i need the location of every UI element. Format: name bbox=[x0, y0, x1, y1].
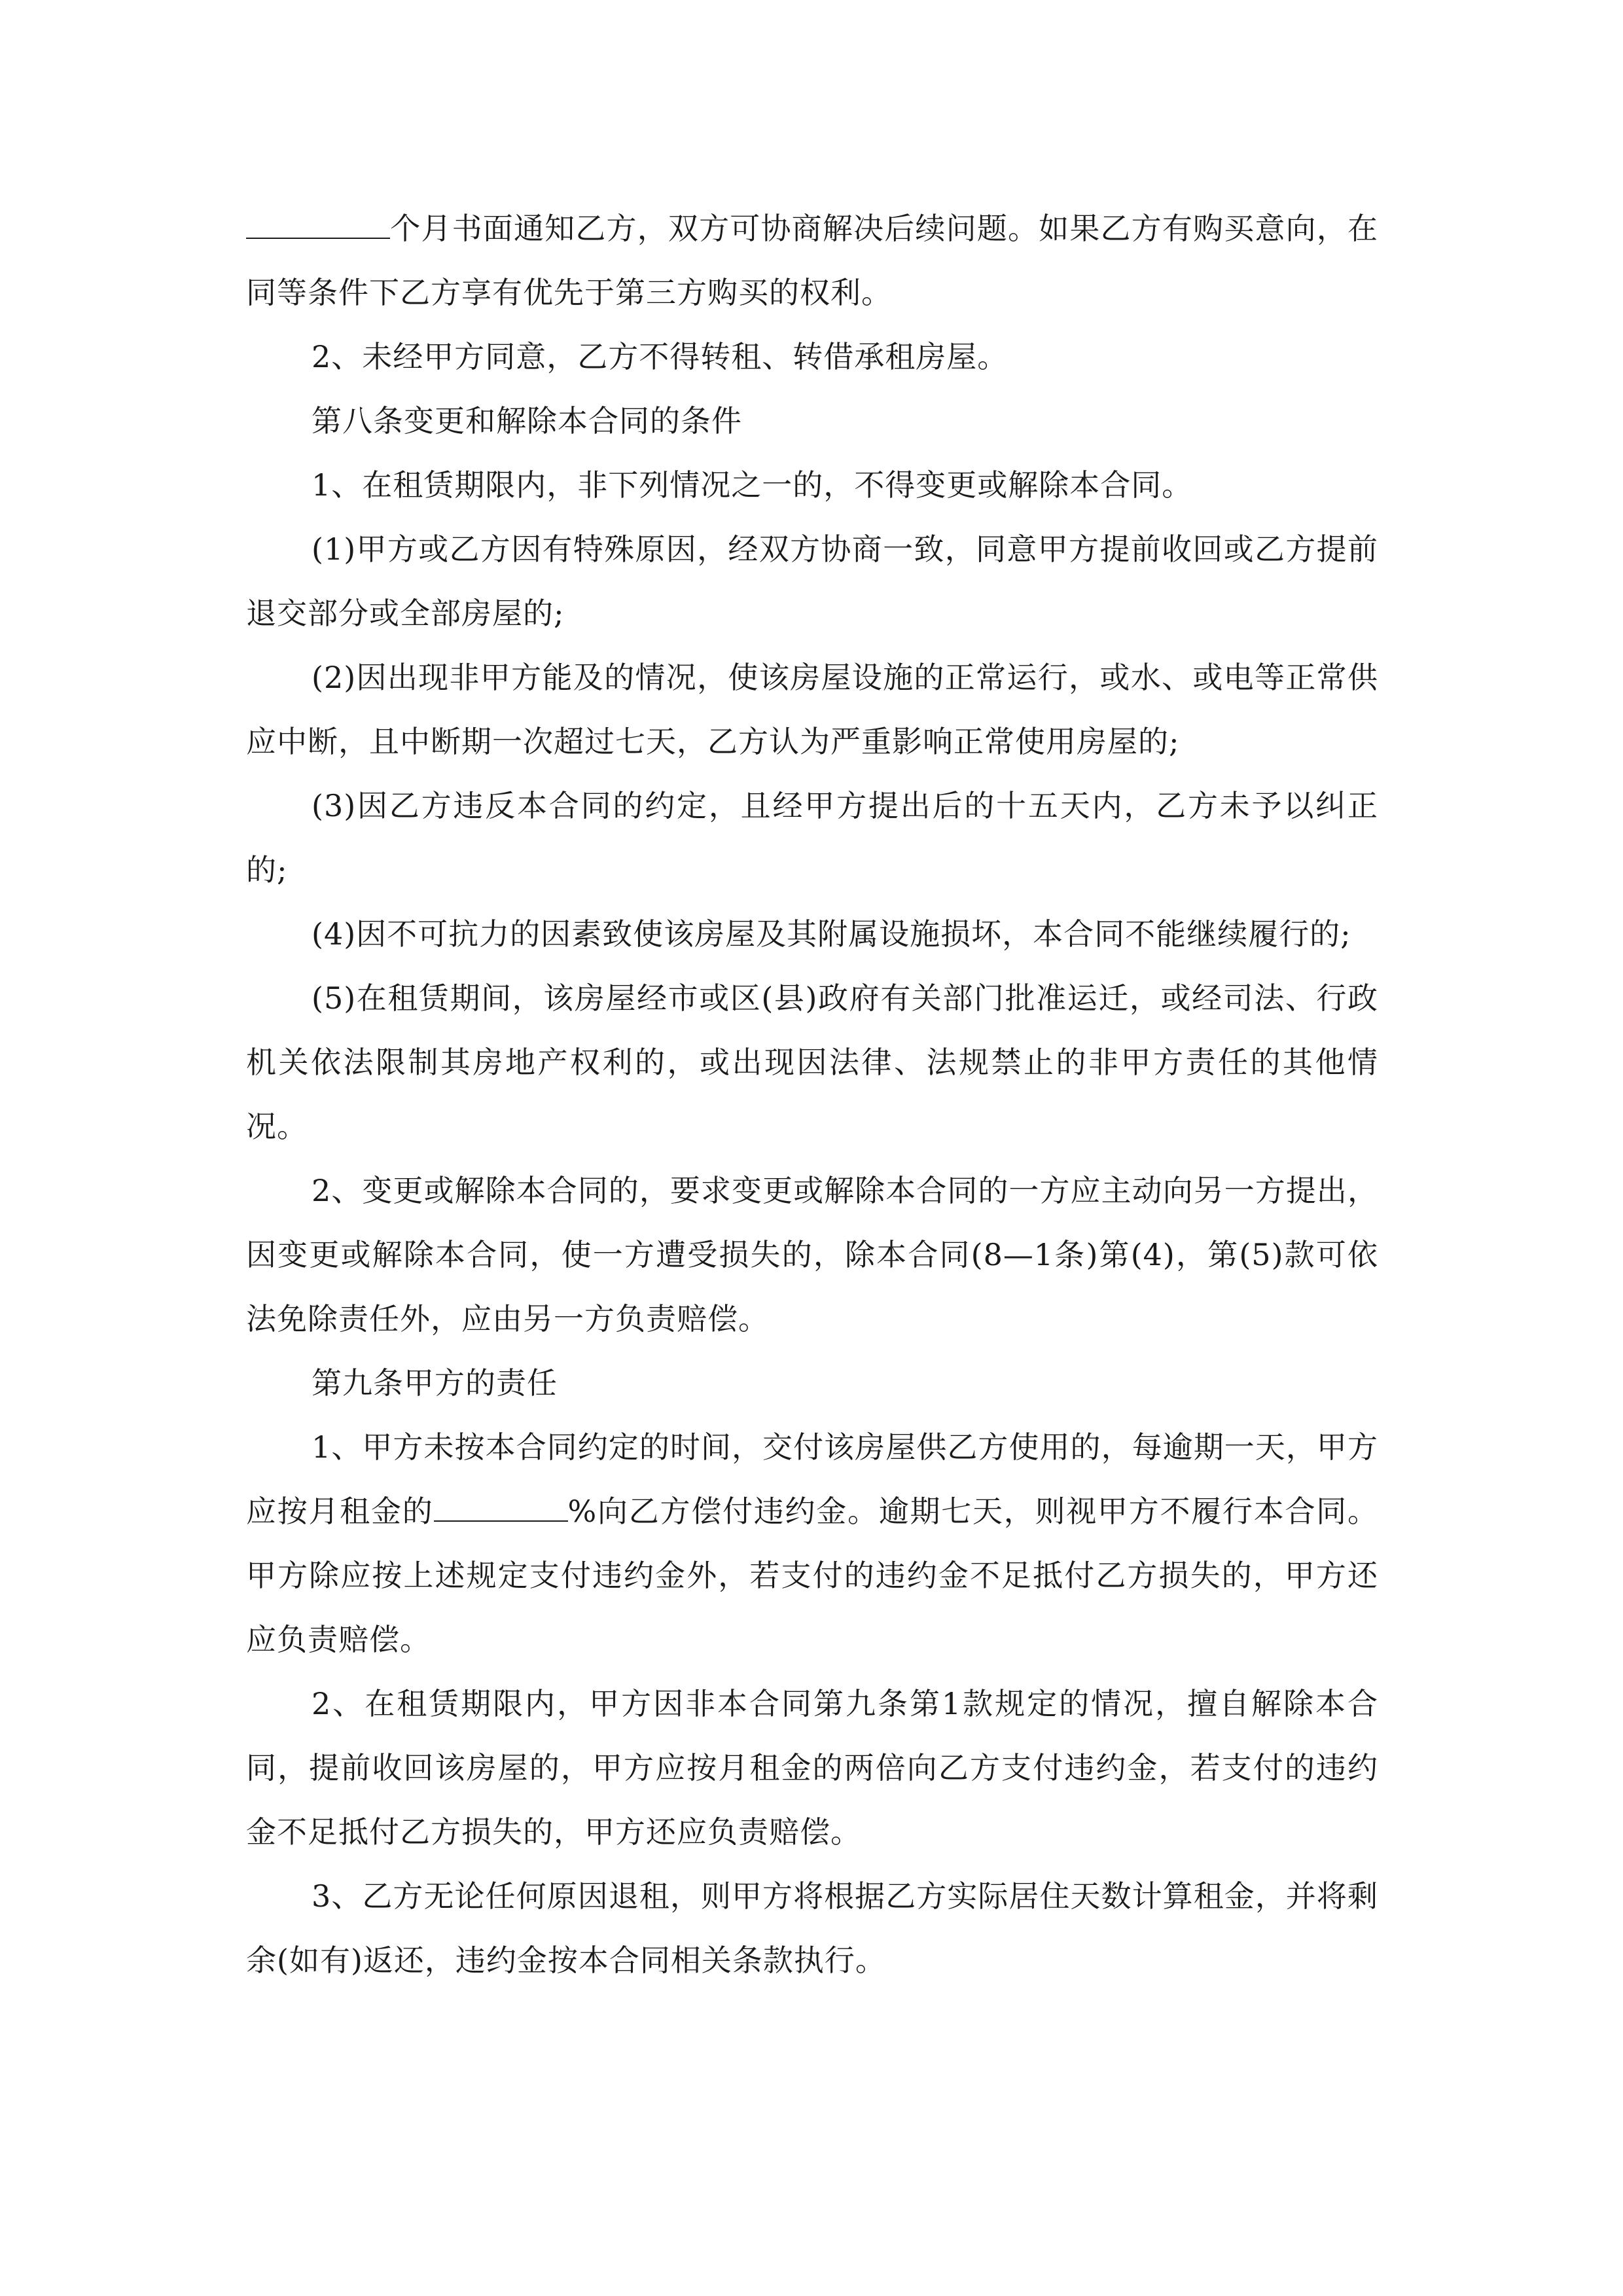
article-9-clause-2: 2、在租赁期限内，甲方因非本合同第九条第1款规定的情况，擅自解除本合同，提前收回该房屋的，甲方应按月租金的两倍向乙方支付违约金，若支付的违约金不足抵付乙方损失的，甲方还应负责赔偿。 bbox=[246, 1686, 1378, 1850]
article-9-clause-1-text-a: 1、甲方未按本合同约定的时间，交付该房屋供乙方使用的，每逾期一天，甲方应按月租金的 bbox=[246, 1429, 1378, 1529]
article-8-title: 第八条变更和解除本合同的条件 bbox=[312, 403, 742, 439]
article-9-clause-1 bbox=[246, 1415, 1378, 1672]
paragraph-notice-purchase-right bbox=[246, 196, 1378, 325]
article-8-clause-2: 2、变更或解除本合同的，要求变更或解除本合同的一方应主动向另一方提出，因变更或解除本合同，使一方遭受损失的，除本合同(8—1条)第(4)，第(5)款可依法免除责任外，应由另一方负责赔偿。 bbox=[246, 1173, 1378, 1336]
blank-field-percent bbox=[434, 1494, 568, 1522]
article-9-clause-1-text-b: %向乙方偿付违约金。逾期七天，则视甲方不履行本合同。甲方除应按上述规定支付违约金外，若支付的违约金不足抵付乙方损失的，甲方还应负责赔偿。 bbox=[246, 1494, 1378, 1657]
blank-field-months bbox=[246, 211, 390, 239]
paragraph-notice-purchase-right-text: 个月书面通知乙方，双方可协商解决后续问题。如果乙方有购买意向，在同等条件下乙方享有优先于第三方购买的权利。 bbox=[246, 211, 1378, 310]
article-9-clause-3: 3、乙方无论任何原因退租，则甲方将根据乙方实际居住天数计算租金，并将剩余(如有)返还，违约金按本合同相关条款执行。 bbox=[246, 1878, 1378, 1978]
article-8-clause-1-item-2: (2)因出现非甲方能及的情况，使该房屋设施的正常运行，或水、或电等正常供应中断，且中断期一次超过七天，乙方认为严重影响正常使用房屋的; bbox=[246, 660, 1378, 759]
article-8-clause-1-item-1: (1)甲方或乙方因有特殊原因，经双方协商一致，同意甲方提前收回或乙方提前退交部分或全部房屋的; bbox=[246, 531, 1378, 631]
document-page bbox=[246, 196, 1378, 1992]
article-9-title: 第九条甲方的责任 bbox=[312, 1365, 558, 1401]
article-8-clause-1: 1、在租赁期限内，非下列情况之一的，不得变更或解除本合同。 bbox=[312, 467, 1193, 503]
article-8-clause-1-item-4: (4)因不可抗力的因素致使该房屋及其附属设施损坏，本合同不能继续履行的; bbox=[312, 916, 1351, 952]
paragraph-no-sublet: 2、未经甲方同意，乙方不得转租、转借承租房屋。 bbox=[312, 339, 1008, 374]
article-8-clause-1-item-3: (3)因乙方违反本合同的约定，且经甲方提出后的十五天内，乙方未予以纠正的; bbox=[246, 788, 1378, 888]
article-8-clause-1-item-5: (5)在租赁期间，该房屋经市或区(县)政府有关部门批准运迁，或经司法、行政机关依法限制其房地产权利的，或出现因法律、法规禁止的非甲方责任的其他情况。 bbox=[246, 980, 1378, 1144]
